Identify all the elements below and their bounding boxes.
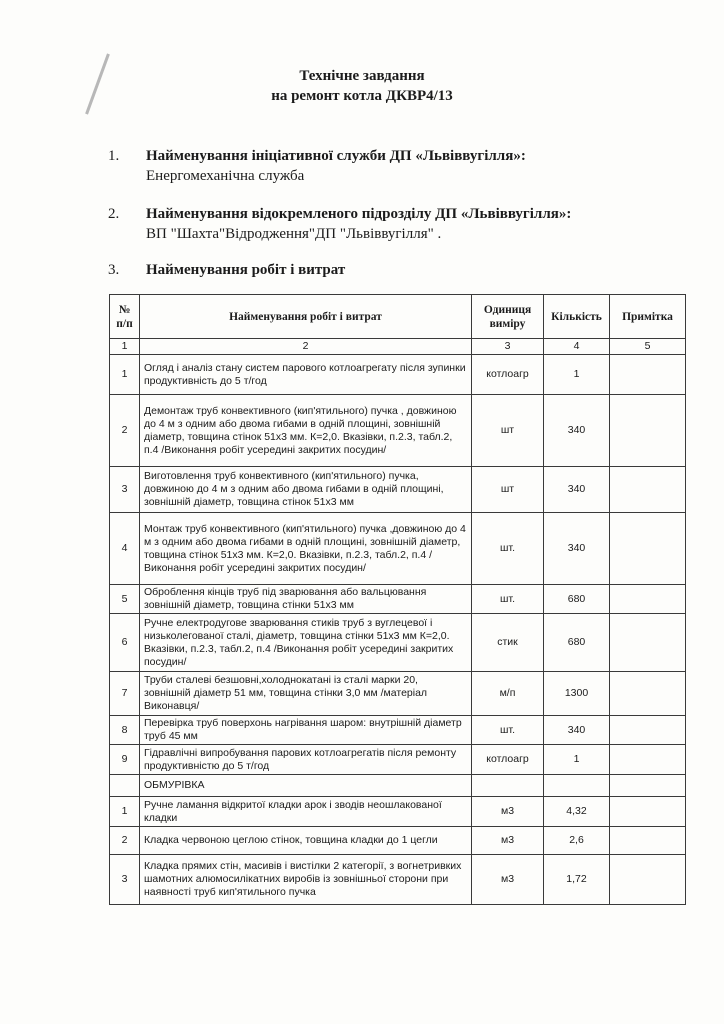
section-heading: Найменування відокремленого підрозділу ДП «Львіввугілля»: [146,206,572,222]
table-row [110,672,686,716]
row-number: 1 [110,355,140,395]
row-unit: котлоагр [472,745,544,775]
table-row [110,775,686,797]
row-quantity: 1300 [544,672,610,716]
row-quantity: 340 [544,395,610,467]
title-line-2: на ремонт котла ДКВР4/13 [271,88,453,104]
section-value: Енергомеханічна служба [146,168,305,184]
row-description: Перевірка труб поверхонь нагрівання шаром: внутрішній діаметр труб 45 мм [140,716,472,745]
row-number: 1 [110,797,140,827]
row-unit: шт [472,467,544,513]
section-value: ВП "Шахта"Відродження"ДП "Львіввугілля" . [146,226,442,242]
row-description: Монтаж труб конвективного (кип'ятильного) пучка ,довжиною до 4 м з одним або двома гибами в одній площині, зовнішній діаметр, товщина стінок 51х3 мм. К=2,0. Вказівки, п.2.3, табл.2, п.4 /Виконання робіт усередині закритих посудин/ [140,513,472,585]
row-quantity: 1 [544,745,610,775]
row-description: Гідравлічні випробування парових котлоагрегатів після ремонту продуктивністю до 5 т/год [140,745,472,775]
index-cell: 3 [472,339,544,355]
header-quantity: Кількість [544,295,610,339]
row-note [610,775,686,797]
row-quantity: 680 [544,585,610,614]
column-index-row [110,339,686,355]
row-description: Ручне ламання відкритої кладки арок і зводів неошлакованої кладки [140,797,472,827]
row-quantity: 340 [544,467,610,513]
row-quantity: 680 [544,614,610,672]
header-unit: Одиниця виміру [472,295,544,339]
table-header-row [110,295,686,339]
index-cell: 5 [610,339,686,355]
table-row [110,513,686,585]
row-quantity: 1,72 [544,855,610,905]
row-unit: шт. [472,513,544,585]
row-note [610,672,686,716]
row-note [610,614,686,672]
row-unit: м3 [472,797,544,827]
row-unit: шт. [472,716,544,745]
row-note [610,797,686,827]
row-description: Демонтаж труб конвективного (кип'ятильного) пучка , довжиною до 4 м з одним або двома гибами в одній площині, зовнішній діаметр, товщина стінок 51х3 мм. К=2,0. Вказівки, п.2.3, табл.2, п.4 /Виконання робіт усередині закритих посудин/ [140,395,472,467]
row-note [610,513,686,585]
row-description: Огляд і аналіз стану систем парового котлоагрегату після зупинки продуктивність до 5 т/год [140,355,472,395]
row-note [610,855,686,905]
row-description: Кладка червоною цеглою стінок, товщина кладки до 1 цегли [140,827,472,855]
works-table [109,294,686,905]
row-description: Ручне електродугове зварювання стиків труб з вуглецевої і низьколегованої сталі, діаметр, товщина стінки 51х3 мм К=2,0. Вказівки, п.2.3, табл.2, п.4 /Виконання робіт усередині закритих посудин/ [140,614,472,672]
row-note [610,395,686,467]
header-description: Найменування робіт і витрат [140,295,472,339]
section-heading: Найменування ініціативної служби ДП «Львіввугілля»: [146,148,526,164]
header-note: Примітка [610,295,686,339]
table-row [110,855,686,905]
index-cell: 4 [544,339,610,355]
document-title [0,66,724,106]
table-row [110,614,686,672]
row-number: 5 [110,585,140,614]
row-number: 2 [110,827,140,855]
row-unit: м3 [472,827,544,855]
row-unit: стик [472,614,544,672]
section-number: 2. [108,206,120,222]
row-quantity: 340 [544,716,610,745]
row-unit: шт [472,395,544,467]
row-note [610,716,686,745]
section-number: 1. [108,148,120,164]
row-quantity [544,775,610,797]
row-number: 8 [110,716,140,745]
row-unit: м3 [472,855,544,905]
table-row [110,355,686,395]
table-row [110,585,686,614]
row-number: 9 [110,745,140,775]
row-description: ОБМУРІВКА [140,775,472,797]
row-note [610,827,686,855]
title-line-1: Технічне завдання [299,68,425,84]
row-unit: котлоагр [472,355,544,395]
row-note [610,745,686,775]
table-row [110,467,686,513]
index-cell: 2 [140,339,472,355]
row-unit [472,775,544,797]
row-quantity: 2,6 [544,827,610,855]
row-unit: м/п [472,672,544,716]
row-number: 3 [110,855,140,905]
table-row [110,797,686,827]
row-number [110,775,140,797]
row-number: 7 [110,672,140,716]
header-number: № п/п [110,295,140,339]
row-unit: шт. [472,585,544,614]
row-note [610,585,686,614]
row-note [610,467,686,513]
table-row [110,395,686,467]
row-description: Оброблення кінців труб під зварювання або вальцювання зовнішній діаметр, товщина стінки 51х3 мм [140,585,472,614]
table-row [110,827,686,855]
row-quantity: 1 [544,355,610,395]
table-row [110,716,686,745]
section-heading: Найменування робіт і витрат [146,262,346,278]
row-description: Труби сталеві безшовні,холоднокатані із сталі марки 20, зовнішній діаметр 51 мм, товщина стінки 3,0 мм /матеріал Виконавця/ [140,672,472,716]
row-number: 2 [110,395,140,467]
row-quantity: 340 [544,513,610,585]
index-cell: 1 [110,339,140,355]
row-description: Кладка прямих стін, масивів і вистілки 2 категорії, з вогнетривких шамотних алюмосилікатних виробів із зовнішньої сторони при наявності труб кип'ятильного пучка [140,855,472,905]
table-row [110,745,686,775]
row-note [610,355,686,395]
row-number: 4 [110,513,140,585]
row-number: 6 [110,614,140,672]
section-number: 3. [108,262,120,278]
row-number: 3 [110,467,140,513]
row-quantity: 4,32 [544,797,610,827]
row-description: Виготовлення труб конвективного (кип'ятильного) пучка, довжиною до 4 м з одним або двома гибами в одній площині, зовнішній діаметр, товщина стінок 51х3 мм [140,467,472,513]
